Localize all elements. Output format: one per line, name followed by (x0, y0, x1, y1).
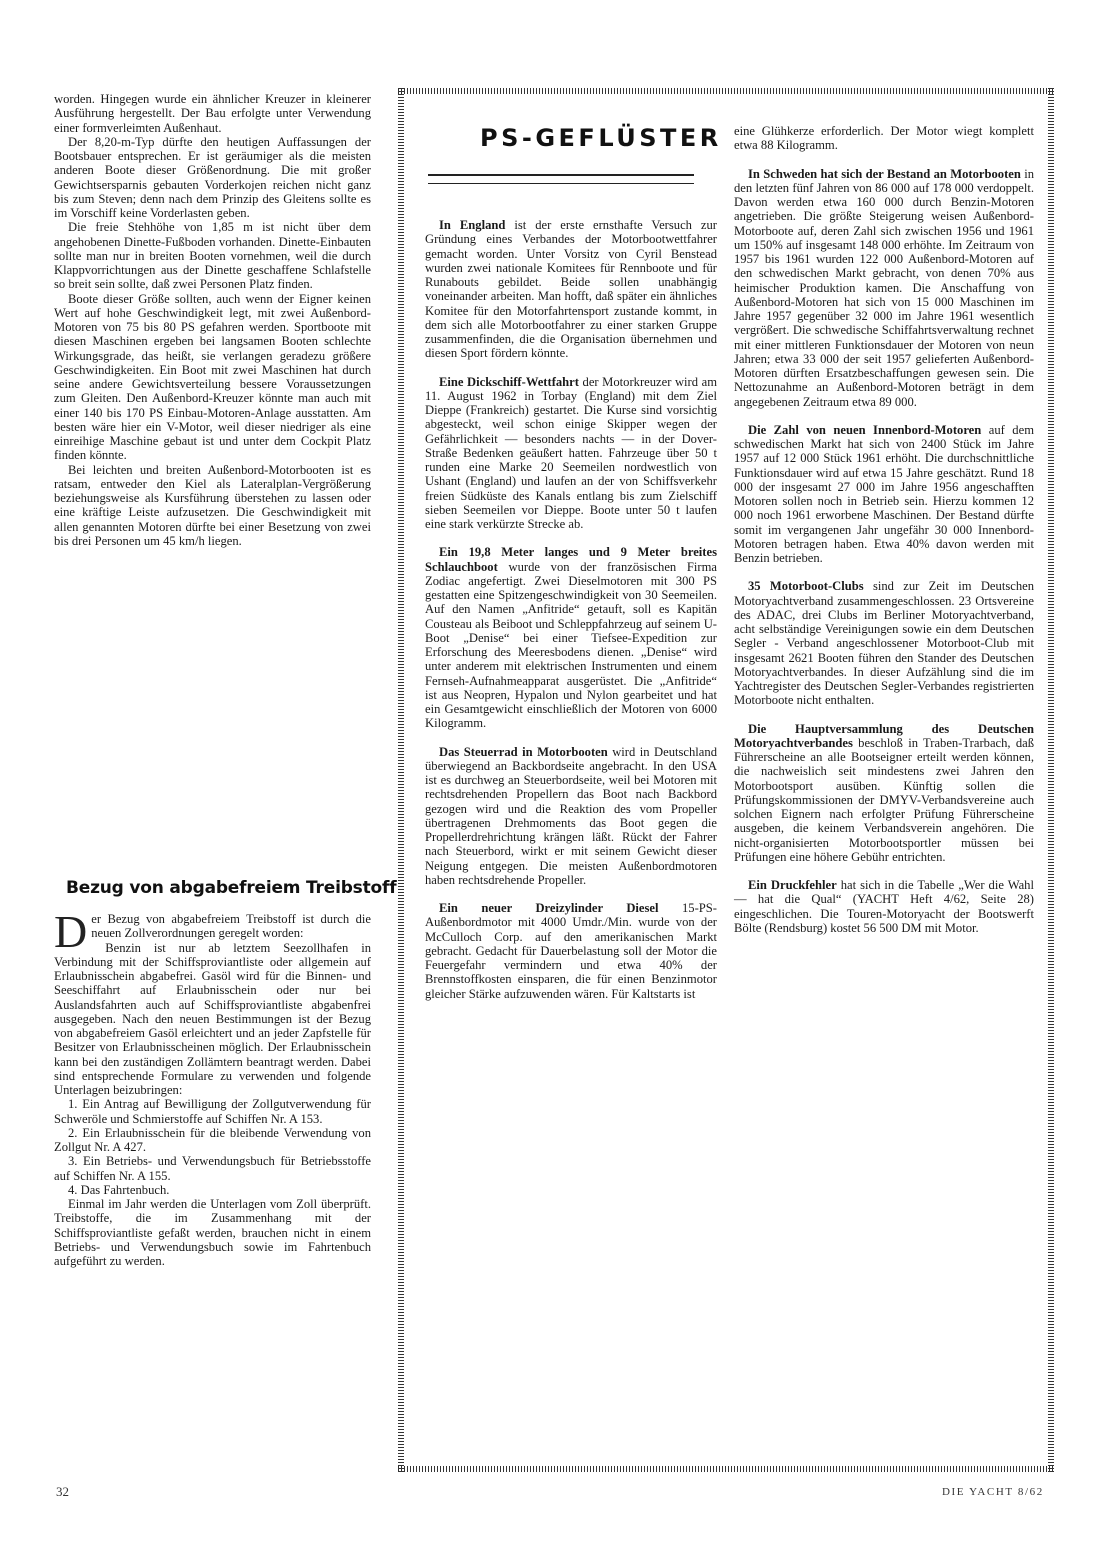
entry-lead: 35 Motorboot-Clubs (748, 579, 864, 594)
left-paragraph: Boote dieser Größe sollten, auch wenn der Eigner keinen Wert auf hohe Geschwindigkeit legt, mit zwei Außenbord-Motoren von 75 bis 80 PS gefahren werden. Sportboote mit diesen Maschinen ergeben bei langsamen Booten schlechte Wirkungsgrade, das heißt, sie verlangen geradezu größere Geschwindigkeiten. Ein Boot mit zwei Maschinen hat durch seine andere Gewichtsverteilung bessere Voraussetzungen zum Gleiten. Den Außenbord-Kreuzer könnte man auch mit einer 140 bis 170 PS Einbau-Motoren-Anlage ausstatten. Am besten wäre hier ein V-Motor, weil dieser niedriger als eine einreihige Maschine gebaut ist und unter dem Cockpit Platz finden könnte. (54, 291, 371, 463)
news-entry (425, 545, 717, 730)
news-entry (425, 375, 717, 532)
news-entry-continued (734, 124, 1034, 153)
panel-border-left (398, 88, 404, 1472)
entry-lead: Ein 19,8 Meter langes und 9 Meter breites Schlauchboot (425, 545, 717, 574)
ps-right-column (734, 124, 1034, 935)
entry-lead: In Schweden hat sich der Bestand an Motorbooten (748, 166, 1021, 181)
page-number: 32 (56, 1484, 69, 1499)
entry-lead: Ein neuer Dreizylinder Diesel (439, 901, 659, 915)
entry-text: der Motorkreuzer wird am 11. August 1962 in Torbay (England) mit dem Ziel Dieppe (Frankreich) gestartet. Die Kurse sind vorsichtig abgesteckt, weil schon einige Skipper wegen der Gefährlichkeit — besonders nachts — in der Dover-Straße Bedenken geäußert hatten. Fahrzeuge über 50 t runden eine Marke 20 Seemeilen nordwestlich von Ushant (England) und laufen an der von Schiffsverkehr freien Südküste des Kanals entlang bis zum Zielschiff sieben Seemeilen vor Dieppe. Boote unter 50 t laufen eine stark verkürzte Strecke ab. (425, 374, 717, 531)
entry-text: auf dem schwedischen Markt hat sich von 2400 Stück im Jahre 1957 auf 12 000 Stück 1961 erhöht. Die durchschnittliche Funktionsdauer wird auf etwa 15 Jahre geschätzt. Rund 18 000 der insgesamt 27 000 im Jahre 1956 angeschafften Motoren sollen noch in Betrieb sein. Hierzu kommen 12 000 noch 1961 erworbene Maschinen. Der Bestand dürfte somit im vergangenen Jahr ungefähr 30 000 Innenbord-Motoren betragen haben. Etwa 40% davon werden mit Benzin betrieben. (734, 422, 1034, 565)
entry-lead: Die Hauptversammlung des Deutschen Motoryachtverbandes (734, 721, 1034, 750)
entry-text: wurde von der französischen Firma Zodiac angefertigt. Zwei Dieselmotoren mit 300 PS gestatten eine Spitzengeschwindigkeit von 30 Seemeilen. Auf den Namen „Anfitride“ getauft, soll es Kapitän Cousteau als Beiboot und Schleppfahrzeug auf seinem U-Boot „Denise“ bei einer Tiefsee-Expedition zur Erforschung des Meeresbodens dienen. „Denise“ wird unter anderem mit elektrischen Instrumenten und einem Fernseh-Aufnahmeapparat ausgerüstet. Die „Anfitride“ ist aus Neopren, Hypalon und Nylon gearbeitet und hat ein Gesamtgewicht einschließlich der Motoren von 6000 Kilogramm. (425, 559, 717, 731)
panel-border-bottom (398, 1466, 1054, 1472)
entry-lead: Eine Dickschiff-Wettfahrt (439, 374, 579, 389)
panel-border-right (1048, 88, 1054, 1472)
entry-text: wird in Deutschland überwiegend an Backbordseite angebracht. In den USA ist es durchweg an Steuerbordseite, weil bei Motoren mit rechtsdrehenden Propellern das Boot nach Backbord gezogen wird und die Reaktion des vom Propeller übertragenen Drehmoments das Boot gegen die Propellerdrehrichtung krängen läßt. Rückt der Fahrer nach Steuerbord, wirkt er mit seinem Gewicht dieser Neigung entgegen. Die meisten Außenbordmotoren haben rechtsdrehende Propeller. (425, 744, 717, 887)
news-entry (425, 901, 717, 1001)
ps-middle-column (425, 218, 717, 1001)
fuel-section-body (54, 906, 371, 1268)
news-entry (734, 167, 1034, 409)
fuel-paragraph: Einmal im Jahr werden die Unterlagen vom Zoll überprüft. Treibstoffe, die im Zusammenhang mit der Schiffsproviantliste gefaßt werden, brauchen nicht in einem Betriebs- und Verwendungsbuch sowie im Fahrtenbuch aufgeführt zu werden. (54, 1197, 371, 1268)
news-entry (734, 579, 1034, 707)
news-entry (734, 423, 1034, 566)
fuel-first-paragraph-text: er Bezug von abgabefreiem Treibstoff ist durch die neuen Zollverordnungen geregelt worden: (91, 912, 371, 941)
fuel-list-item: 4. Das Fahrtenbuch. (68, 1182, 170, 1197)
news-entry (734, 722, 1034, 865)
left-paragraph: Bei leichten und breiten Außenbord-Motorbooten ist es ratsam, entweder den Kiel als Lateralplan-Vergrößerung beziehungsweise als Kursführung überstehen zu lassen oder eine kräftige Leiste aufzusetzen. Die Geschwindigkeit mit allen genannten Motoren dürfte bei einer Besetzung von zwei bis drei Personen um 45 km/h liegen. (54, 462, 371, 548)
entry-text: eine Glühkerze erforderlich. Der Motor wiegt komplett etwa 88 Kilogramm. (734, 124, 1034, 153)
fuel-section-heading: Bezug von abgabefreiem Treibstoff (66, 878, 397, 898)
fuel-list-item: 1. Ein Antrag auf Bewilligung der Zollgutverwendung für Schweröle und Schmierstoffe auf Schiffen Nr. A 153. (54, 1097, 371, 1126)
fuel-list-item: 2. Ein Erlaubnisschein für die bleibende Verwendung von Zollgut Nr. A 427. (54, 1125, 371, 1154)
entry-text: sind zur Zeit im Deutschen Motoryachtverband zusammengeschlossen. 23 Ortsvereine des ADAC, drei Clubs im Berliner Motoryachtverband, acht selbständige Vereinigungen sowie ein dem Deutschen Segler - Verband angeschlossener Motorboot-Club mit insgesamt 2621 Booten führen den Stander des Deutschen Motoryachtverbandes. In dieser Aufzählung sind die im Yachtregister des Deutschen Segler-Verbandes registrierten Motorboote nicht enthalten. (734, 579, 1034, 708)
fuel-list-item: 3. Ein Betriebs- und Verwendungsbuch für Betriebsstoffe auf Schiffen Nr. A 155. (54, 1154, 371, 1183)
left-column (54, 92, 371, 548)
magazine-issue: DIE YACHT 8/62 (942, 1486, 1044, 1498)
panel-border-top (398, 88, 1054, 94)
entry-lead: In England (439, 218, 506, 232)
entry-lead: Ein Druckfehler (748, 878, 837, 892)
entry-text: 15-PS-Außenbordmotor mit 4000 Umdr./Min. wurde von der McCulloch Corp. auf den amerikanischen Markt gebracht. Gedacht für Dauerbelastung soll der Motor die Feuergefahr vermindern und etwa 40% der Brennstoffkosten einsparen, die für einen Benzinmotor gleicher Stärke aufzuwenden wären. Für Kaltstarts ist (425, 901, 718, 1001)
left-paragraph: Der 8,20-m-Typ dürfte den heutigen Auffassungen der Bootsbauer entsprechen. Er ist geräumiger als die meisten anderen Boote dieser Größenordnung. Die mit großer Gewichtsersparnis gebauten Vorderkojen reichen nicht ganz bis zum Steven; denn nach dem Prinzip des Gleitens sollte es im Vorschiff keine Vorderlasten geben. (54, 134, 371, 220)
left-paragraph: Die freie Stehhöhe von 1,85 m ist nicht über dem angehobenen Dinette-Fußboden vorhanden. Dinette-Einbauten sollte man nur in breiten Booten vornehmen, weil die durch Klappvorrichtungen aus der Dinette geschaffene Schlafstelle so breit sein sollte, daß zwei Personen Platz finden. (54, 220, 371, 292)
entry-text: in den letzten fünf Jahren von 86 000 auf 178 000 verdoppelt. Davon werden etwa 160 000 durch Benzin-Motoren angetrieben. Die größte Steigerung weisen Außenbord-Motorboote auf, deren Zahl sich zwischen 1956 und 1961 um 150% auf insgesamt 148 000 erhöhte. Im Zeitraum von 1957 bis 1961 wurden 122 000 Außenbord-Motoren auf den schwedischen Markt gebracht, von denen 70% aus heimischer Produktion kamen. Die Anschaffung von Außenbord-Motoren hat sich von 15 000 Maschinen im Jahre 1957 gegenüber 32 000 im Jahre 1961 wesentlich vergrößert. Die schwedische Schiffahrtsverwaltung rechnet mit einer mittleren Funktionsdauer der Motoren von neun Jahren; etwa 33 000 der seit 1957 gelieferten Außenbord-Motoren dürften Ersatzbeschaffungen gewesen sein. Die Nettozunahme an Außenbord-Motoren beträgt in dem angegebenen Zeitraum etwa 89 000. (734, 166, 1034, 409)
fuel-paragraph: Benzin ist nur ab letztem Seezollhafen in Verbindung mit der Schiffsproviantliste oder allgemein auf Erlaubnisschein abgabefrei. Gasöl wird für die Binnen- und Seeschiffahrt auf Erlaubnisschein oder nur bei Auslandsfahrten auch auf Schiffsproviantliste abgabenfrei ausgegeben. Nach den neuen Bestimmungen ist der Bezug von abgabefreiem Gasöl erleichtert und an jeder Zapfstelle für Besitzer von Erlaubnisscheinen möglich. Der Erlaubnisschein kann bei den zuständigen Zollämtern beantragt werden. Dabei sind entsprechende Formulare zu verwenden und folgende Unterlagen beizubringen: (54, 940, 371, 1097)
news-entry (734, 878, 1034, 935)
fuel-first-paragraph (54, 906, 371, 957)
entry-lead: Das Steuerrad in Motorbooten (439, 744, 608, 759)
title-rule (428, 183, 694, 184)
entry-lead: Die Zahl von neuen Innenbord-Motoren (748, 422, 982, 437)
drop-cap: D (54, 906, 88, 957)
news-entry (425, 745, 717, 888)
title-rule (428, 174, 694, 176)
news-entry (425, 218, 717, 361)
entry-text: ist der erste ernsthafte Versuch zur Gründung eines Verbandes der Motorbootwettfahrer gemacht worden. Unter Vorsitz von Cyril Benstead wurden zwei nationale Komitees für Rennboote und für Runabouts gebildet. Beide sollen unabhängig voneinander arbeiten. Man hofft, daß später ein ähnliches Komitee für den Motorfahrtensport zustande kommt, in dem sich alle Motorbootfahrer zu einer starken Gruppe zusammenfinden, die die Organisation übernehmen und diesen Sport fördern könnte. (425, 218, 718, 361)
entry-text: beschloß in Traben-Trarbach, daß Führerscheine an alle Bootseigner erteilt werden können, die nachweislich seit mindestens zwei Jahren den Motorbootsport ausüben. Künftig sollen die Prüfungskommissionen der DMYV-Verbandsvereine auch solchen Eignern nach erfolgter Prüfung Führerscheine ausgeben, die keinem Verbandsverein angehören. Die nicht-organisierten Motorbootsportler müssen bei Prüfungen eine höhere Gebühr entrichten. (734, 735, 1034, 864)
left-paragraph: worden. Hingegen wurde ein ähnlicher Kreuzer in kleinerer Ausführung hergestellt. Der Bau erfolgte unter Verwendung einer formverleimten Außenhaut. (54, 92, 371, 135)
ps-column-title: PS-GEFLÜSTER (480, 124, 722, 152)
entry-text: hat sich in die Tabelle „Wer die Wahl — hat die Qual“ (YACHT Heft 4/62, Seite 28) eingeschlichen. Die Touren-Motoryacht der Bootswerft Bölte (Rendsburg) kostet 56 500 DM mit Motor. (734, 878, 1034, 935)
